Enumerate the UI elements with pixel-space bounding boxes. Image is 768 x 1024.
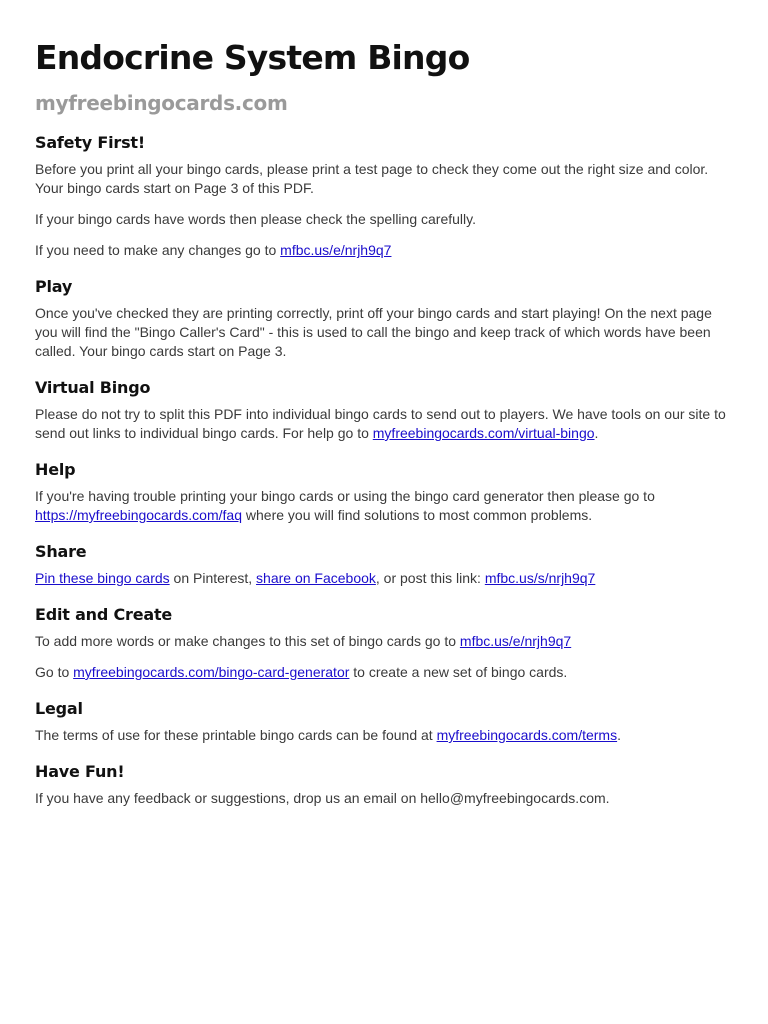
paragraph-text: to create a new set of bingo cards. [349,664,568,680]
paragraph: If you have any feedback or suggestions, drop us an email on hello@myfreebingocards.com. [35,790,610,806]
paragraph-text: To add more words or make changes to this set of bingo cards go to [35,633,460,649]
page-title: Endocrine System Bingo [35,38,470,77]
paragraph-text: where you will find solutions to most common problems. [242,507,593,523]
paragraph-text: Go to [35,664,74,680]
paragraph-text: , or post this link: [375,570,485,586]
section-heading: Play [35,277,73,296]
section-heading: Legal [35,699,83,718]
paragraph [35,405,733,443]
paragraph-text: If you're having trouble printing your bingo cards or using the bingo card generator then please go to [35,488,655,504]
section-share [35,541,733,588]
edit-link[interactable]: mfbc.us/e/nrjh9q7 [459,633,572,649]
edit-link[interactable]: mfbc.us/e/nrjh9q7 [280,242,392,258]
section-heading: Have Fun! [35,762,125,781]
section-legal [35,698,733,745]
paragraph-text: . [594,425,599,441]
paragraph-text: The terms of use for these printable bingo cards can be found at [35,727,437,743]
generator-link[interactable]: myfreebingocards.com/bingo-card-generator [73,664,350,680]
faq-link[interactable]: https://myfreebingocards.com/faq [35,507,242,523]
section-play [35,276,733,361]
paragraph-text: on Pinterest, [169,570,257,586]
paragraph [35,241,733,260]
paragraph-text: Please do not try to split this PDF into individual bingo cards to send out to players. We have tools on our site to send out links to individual bingo cards. For help go to [35,406,726,441]
section-safety-first [35,132,733,260]
section-have-fun [35,761,733,808]
terms-link[interactable]: myfreebingocards.com/terms [436,727,618,743]
section-help [35,459,733,525]
section-heading: Virtual Bingo [35,378,151,397]
paragraph-text: If you need to make any changes go to [35,242,281,258]
facebook-share-link[interactable]: share on Facebook [256,570,376,586]
share-link[interactable]: mfbc.us/s/nrjh9q7 [484,570,596,586]
paragraph: Before you print all your bingo cards, please print a test page to check they come out the right size and color. Your bingo cards start on Page 3 of this PDF. [35,161,709,196]
paragraph [35,569,733,588]
paragraph: Once you've checked they are printing correctly, print off your bingo cards and start playing! On the next page you will find the "Bingo Caller's Card" - this is used to call the bingo and keep track of which words have been called. Your bingo cards start on Page 3. [35,305,712,359]
paragraph [35,726,733,745]
section-heading: Safety First! [35,133,145,152]
paragraph [35,487,733,525]
paragraph [35,632,733,651]
paragraph-text: . [617,727,621,743]
paragraph [35,663,733,682]
pinterest-link[interactable]: Pin these bingo cards [35,570,170,586]
section-edit-and-create [35,604,733,682]
virtual-bingo-link[interactable]: myfreebingocards.com/virtual-bingo [372,425,595,441]
section-virtual-bingo [35,377,733,443]
paragraph: If your bingo cards have words then please check the spelling carefully. [35,211,476,227]
section-heading: Help [35,460,76,479]
section-heading: Share [35,542,87,561]
section-heading: Edit and Create [35,605,173,624]
site-name: myfreebingocards.com [35,91,288,115]
